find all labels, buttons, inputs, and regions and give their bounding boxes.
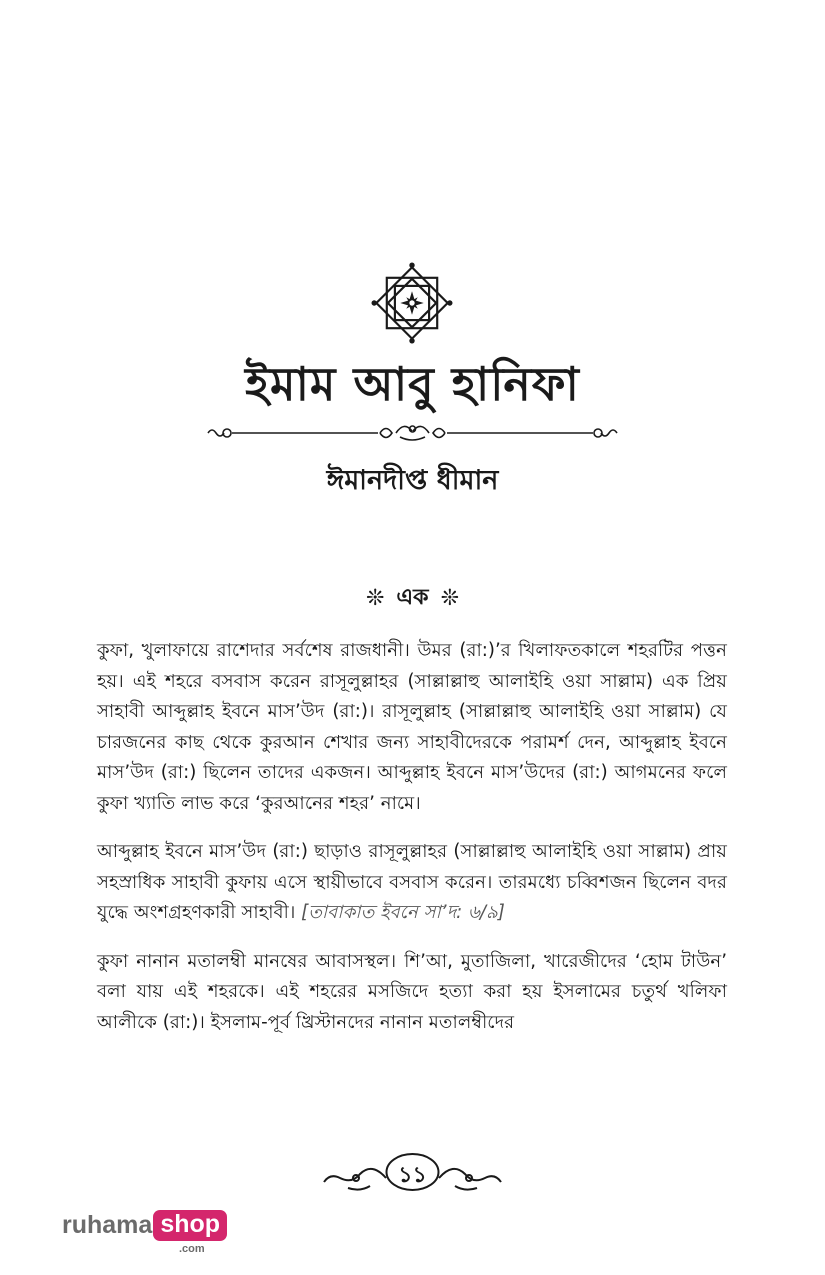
- ruhamashop-logo: [62, 1210, 227, 1260]
- asterisk-star-icon: ❊: [365, 586, 385, 611]
- asterisk-star-icon: ❊: [440, 586, 459, 611]
- page-number-ornament: [320, 1148, 505, 1203]
- logo-text-left: ruhama: [62, 1211, 153, 1239]
- chapter-title: ইমাম আবু হানিফা: [245, 357, 580, 411]
- paragraph-text: আব্দুল্লাহ ইবনে মাস’উদ (রা:) ছাড়াও রাসূলুল্লাহর (সাল্লাল্লাহু আলাইহি ওয়া সাল্লাম) প্রায় সহস্রাধিক সাহাবী কুফায় এসে স্থায়ীভাবে বসবাস করেন। তারমধ্যে চব্বিশজন ছিলেন বদর যুদ্ধে অংশগ্রহণকারী সাহাবী।: [97, 841, 727, 923]
- chapter-subtitle: ঈমানদীপ্ত ধীমান: [326, 465, 499, 496]
- paragraph: কুফা নানান মতালম্বী মানষের আবাসস্থল। শি’আ, মুতাজিলা, খারেজীদের ‘হোম টাউন’ বলা যায় এই শহরকে। এই শহরের মসজিদে হত্যা করা হয় ইসলামের চতুর্থ খলিফা আলীকে (রা:)। ইসলাম-পূর্ব খ্রিস্টানদের নানান মতালম্বীদের: [97, 950, 727, 1033]
- body-text: [97, 636, 727, 1056]
- page-number: ১১: [398, 1163, 427, 1188]
- paragraph: [97, 837, 727, 929]
- section-heading: [0, 580, 825, 617]
- star-ornament-icon: [367, 258, 457, 348]
- flourish-divider-icon: [200, 420, 625, 446]
- citation: [তাবাকাত ইবনে সা’দ: ৬/৯]: [301, 902, 505, 923]
- section-heading-text: এক: [396, 585, 429, 610]
- logo-domain: .com: [179, 1243, 205, 1255]
- logo-text-right: shop: [153, 1210, 227, 1241]
- paragraph: কুফা, খুলাফায়ে রাশেদার সর্বশেষ রাজধানী। উমর (রা:)’র খিলাফতকালে শহরটির পত্তন হয়। এই শহরে বসবাস করেন রাসূলুল্লাহর (সাল্লাল্লাহু আলাইহি ওয়া সাল্লাম) এক প্রিয় সাহাবী আব্দুল্লাহ ইবনে মাস’উদ (রা:)। রাসূলুল্লাহ (সাল্লাল্লাহু আলাইহি ওয়া সাল্লাম) যে চারজনের কাছ থেকে কুরআন শেখার জন্য সাহাবীদেরকে পরামর্শ দেন, আব্দুল্লাহ ইবনে মাস’উদ (রা:) ছিলেন তাদের একজন। আব্দুল্লাহ ইবনে মাস’উদের (রা:) আগমনের ফলে কুফা খ্যাতি লাভ করে ‘কুরআনের শহর’ নামে।: [97, 640, 727, 814]
